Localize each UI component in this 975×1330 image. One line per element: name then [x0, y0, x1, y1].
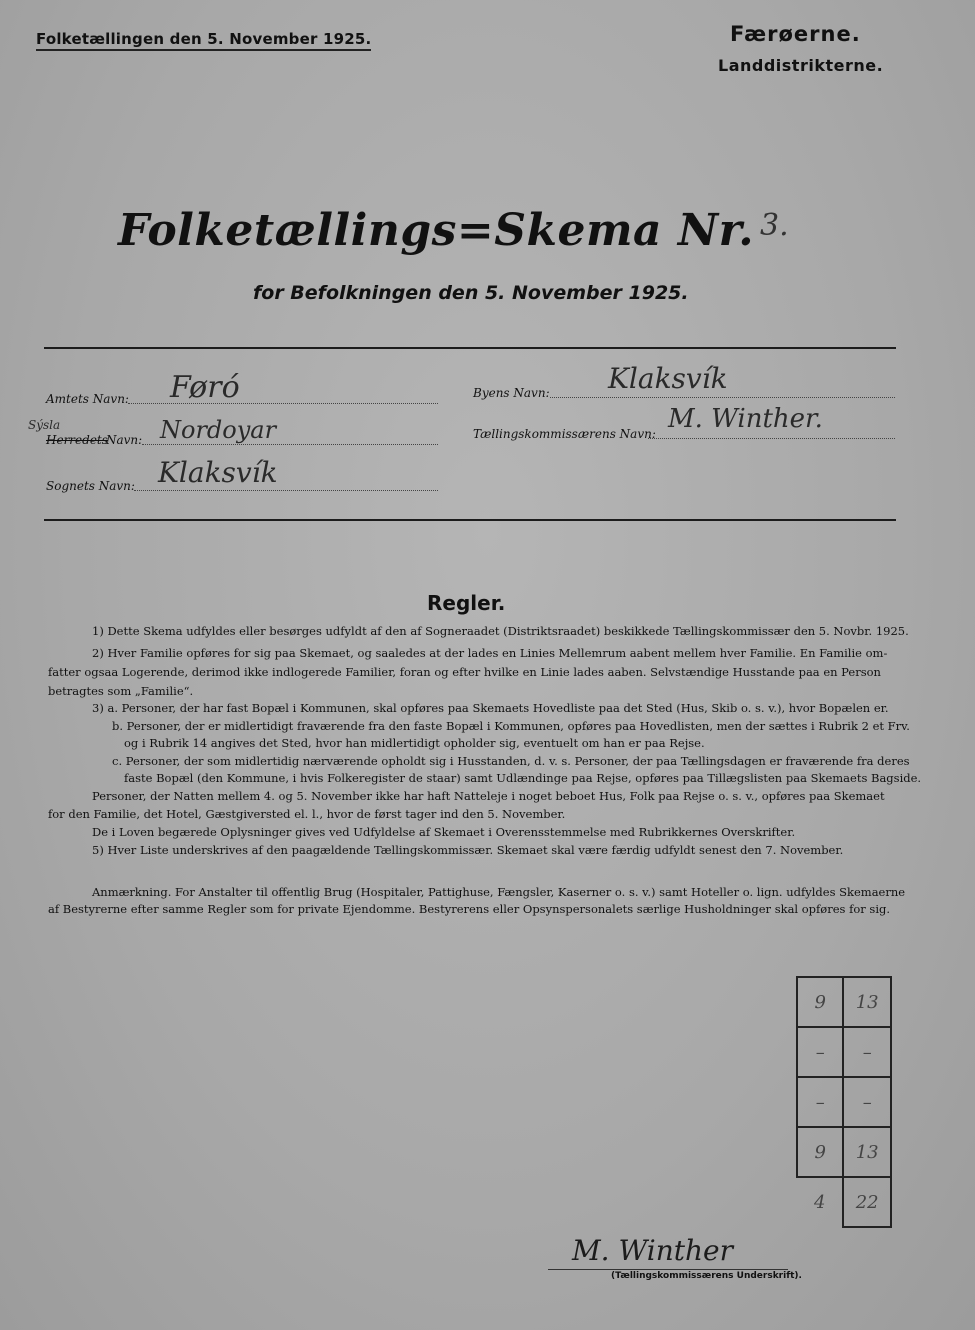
herred-struck-label: Herredets: [46, 433, 108, 447]
rule-line: faste Bopæl (den Kommune, i hvis Folkeregister de staar) samt Udlændinge paa Rejse, opføres paa Tillægslisten paa Skemaets Bagside.: [124, 771, 922, 785]
sogn-label: Sognets Navn:: [46, 479, 135, 493]
rule-line: De i Loven begærede Oplysninger gives ved Udfyldelse af Skemaet i Overensstemmelse med Rubrikkernes Overskrifter.: [92, 825, 796, 839]
tally-cell: –: [843, 1077, 891, 1127]
tally-cell: –: [797, 1077, 843, 1127]
tally-cell: 13: [843, 977, 891, 1027]
region-header: Færøerne.: [730, 22, 861, 46]
tally-cell: –: [797, 1027, 843, 1077]
rule-line: Personer, der Natten mellem 4. og 5. November ikke har haft Natteleje i noget beboet Hus, Folk paa Rejse o. s. v., opføres paa Skemaet: [92, 789, 885, 803]
tally-cell: 13: [843, 1127, 891, 1177]
form-title: Folketællings=Skema Nr.: [118, 205, 755, 256]
top-rule: [44, 347, 896, 349]
district-header: Landdistrikterne.: [718, 56, 884, 75]
signature-caption: (Tællingskommissærens Underskrift).: [611, 1271, 802, 1281]
regler-title: Regler.: [427, 591, 506, 615]
rule-line: 1) Dette Skema udfyldes eller besørges udfyldt af den af Sogneraadet (Distriktsraadet) beskikkede Tællingskommissær den 5. Novbr. 1925.: [92, 624, 909, 638]
rule-line: 2) Hver Familie opføres for sig paa Skemaet, og saaledes at der lades en Linies Mellemrum aabent mellem hver Familie. En Familie om-: [92, 646, 888, 660]
note-line: Anmærkning. For Anstalter til offentlig Brug (Hospitaler, Pattighuse, Fængsler, Kaserner o. s. v.) samt Hoteller o. lign. udfyldes Skemaerne: [92, 885, 906, 899]
amt-value: Føró: [170, 370, 240, 405]
kommissaer-line: [648, 438, 895, 439]
herred-line: [142, 444, 438, 445]
herred-value: Nordoyar: [160, 416, 277, 444]
tally-cell: –: [843, 1027, 891, 1077]
rule-line: b. Personer, der er midlertidigt fraværende fra den faste Bopæl i Kommunen, opføres paa Hovedlisten, men der sættes i Rubrik 2 et Frv.: [112, 719, 910, 733]
tally-box: [796, 976, 892, 1216]
rule-line: fatter ogsaa Logerende, derimod ikke indlogerede Familier, foran og efter hvilke en Linie lades aaben. Selvstændige Husstande paa en Person: [48, 665, 881, 679]
by-label: Byens Navn:: [473, 386, 550, 400]
signature: M. Winther: [572, 1234, 733, 1267]
rule-line: 5) Hver Liste underskrives af den paagældende Tællingskommissær. Skemaet skal være færdig udfyldt senest den 7. November.: [92, 843, 844, 857]
form-subtitle: for Befolkningen den 5. November 1925.: [253, 282, 689, 304]
tally-total-cell: 22: [843, 1177, 891, 1227]
note-line: af Bestyrerne efter samme Regler som for private Ejendomme. Bestyrerens eller Opsynspersonalets særlige Husholdninger skal opføres for sig.: [48, 902, 891, 916]
sogn-value: Klaksvík: [158, 456, 278, 489]
census-date-header: Folketællingen den 5. November 1925.: [36, 30, 371, 51]
rule-line: og i Rubrik 14 angives det Sted, hvor han midlertidigt opholder sig, eventuelt om han er paa Rejse.: [124, 736, 705, 750]
sogn-line: [134, 490, 438, 491]
by-value: Klaksvík: [608, 362, 728, 395]
rule-line: 3) a. Personer, der har fast Bopæl i Kommunen, skal opføres paa Skemaets Hovedliste paa det Sted (Hus, Skib o. s. v.), hvor Bopælen er.: [92, 701, 889, 715]
signature-line: [548, 1269, 788, 1270]
tally-cell: 9: [797, 1127, 843, 1177]
rule-line: c. Personer, der som midlertidig nærværende opholdt sig i Husstanden, d. v. s. Personer, der paa Tællingsdagen er fraværende fra deres: [112, 754, 910, 768]
herred-label: Navn:: [106, 433, 143, 447]
by-line: [550, 397, 895, 398]
bottom-rule: [44, 519, 896, 521]
tally-total-cell: 4: [813, 1192, 826, 1213]
amt-label: Amtets Navn:: [46, 392, 129, 406]
tally-cell: 9: [797, 977, 843, 1027]
rule-line: betragtes som „Familie“.: [48, 684, 194, 698]
kommissaer-label: Tællingskommissærens Navn:: [473, 427, 656, 441]
herred-prefix: Sýsla: [28, 418, 61, 432]
kommissaer-value: M. Winther.: [668, 404, 823, 434]
rule-line: for den Familie, det Hotel, Gæstgiversted el. l., hvor de først tager ind den 5. November.: [48, 807, 566, 821]
form-number: 3.: [760, 208, 789, 243]
